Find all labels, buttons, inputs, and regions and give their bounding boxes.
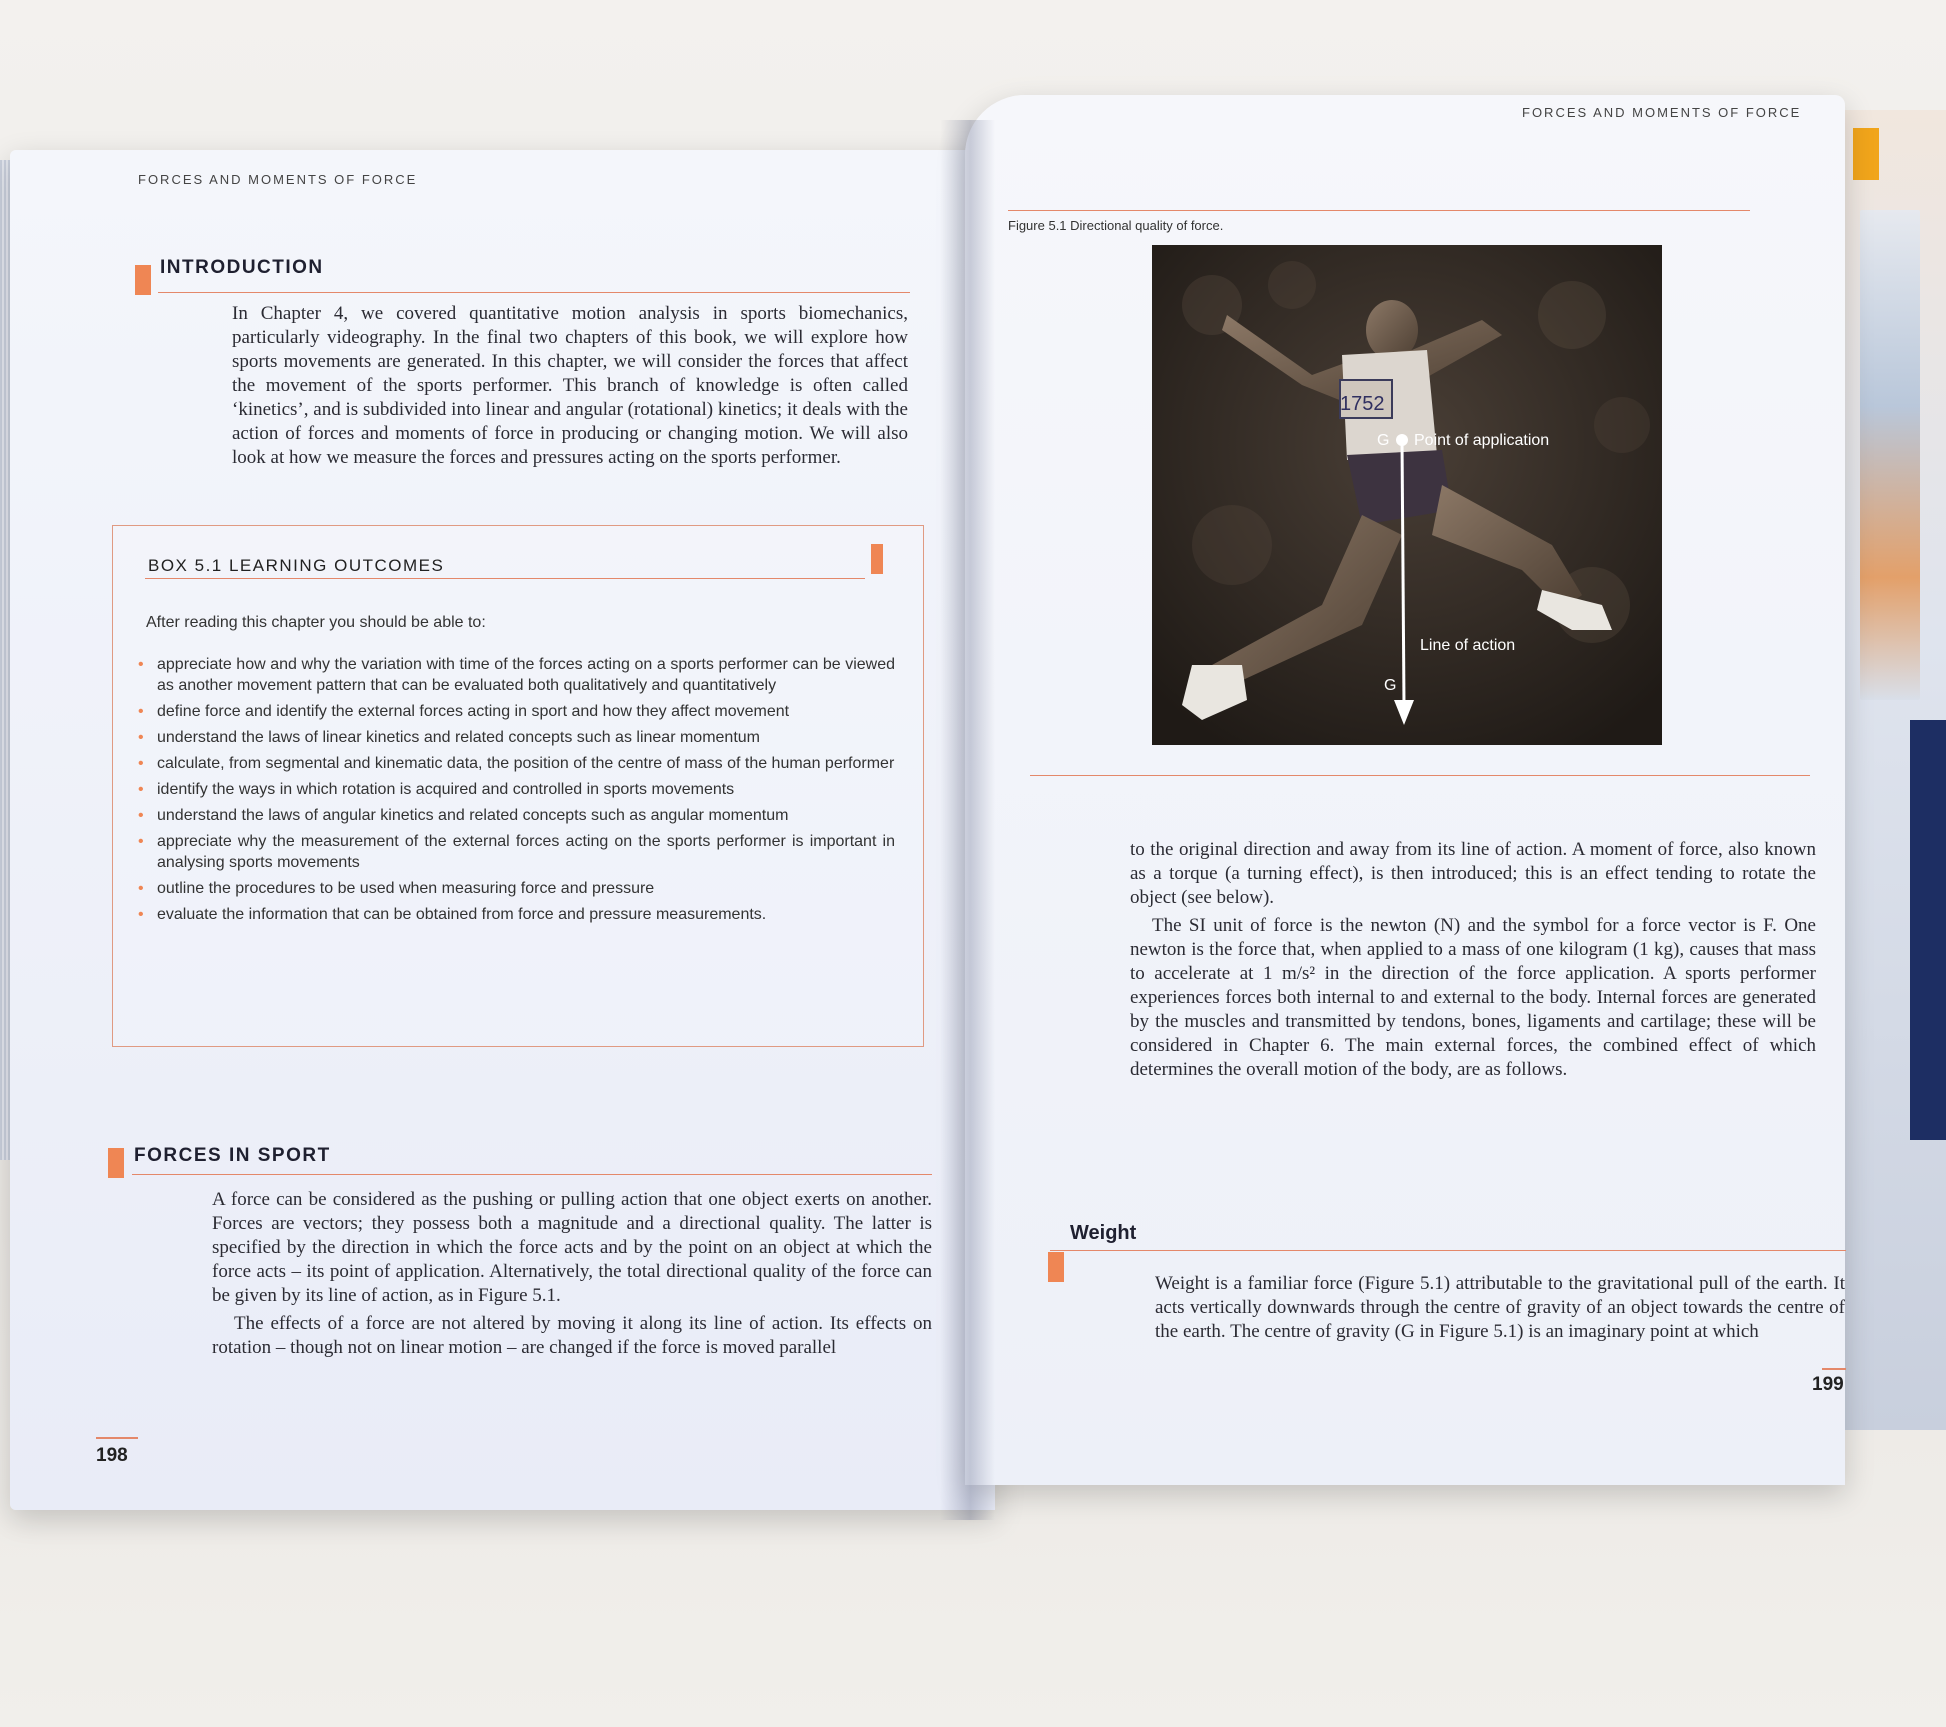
forces-in-sport-rule bbox=[132, 1174, 932, 1175]
left-running-head: FORCES AND MOMENTS OF FORCE bbox=[138, 172, 418, 187]
right-page-number-rule bbox=[1822, 1368, 1846, 1370]
box-title-rule bbox=[145, 578, 865, 579]
list-item: • outline the procedures to be used when measuring force and pressure bbox=[135, 878, 895, 899]
learning-outcomes-box bbox=[112, 525, 924, 1047]
box-title: BOX 5.1 LEARNING OUTCOMES bbox=[148, 556, 445, 575]
adjacent-book-photo bbox=[1860, 210, 1920, 700]
list-item: • understand the laws of linear kinetics and related concepts such as linear momentum bbox=[135, 727, 895, 748]
box-intro: After reading this chapter you should be able to: bbox=[146, 614, 486, 631]
forces-in-sport-heading: FORCES IN SPORT bbox=[134, 1145, 331, 1166]
list-item: • calculate, from segmental and kinematic data, the position of the centre of mass of the human performer bbox=[135, 753, 895, 774]
weight-rule bbox=[1050, 1250, 1846, 1251]
book-gutter bbox=[940, 120, 995, 1520]
left-page-number-rule bbox=[96, 1437, 138, 1439]
learning-outcomes-list bbox=[135, 654, 895, 930]
box-accent bbox=[871, 544, 883, 574]
introduction-accent bbox=[135, 265, 151, 295]
list-item: • define force and identify the external forces acting in sport and how they affect movement bbox=[135, 701, 895, 722]
introduction-rule bbox=[158, 292, 910, 293]
point-of-application-marker bbox=[1396, 434, 1408, 446]
right-page-number: 199 bbox=[1812, 1374, 1844, 1395]
label-line-of-action: Line of action bbox=[1420, 637, 1516, 654]
figure-athlete-photo bbox=[1152, 245, 1662, 745]
label-g-top: G bbox=[1377, 432, 1390, 449]
list-item: • evaluate the information that can be obtained from force and pressure measurements. bbox=[135, 904, 895, 925]
si-unit-paragraph: The SI unit of force is the newton (N) and the symbol for a force vector is F. One newton is the force that, when applied to a mass of one kilogram (1 kg), causes that mass to accelerate at 1 m/s² in the direction of the force application. A sports performer experiences forces both internal to and external to the body. Internal forces are generated by the muscles and transmitted by tendons, bones, ligaments and cartilage; these will be considered in Chapter 6. The main external forces, the combined effect of which determines the overall motion of the body, are as follows. bbox=[1130, 915, 1816, 1080]
forces-in-sport-text bbox=[212, 1188, 932, 1364]
right-running-head: FORCES AND MOMENTS OF FORCE bbox=[1522, 105, 1802, 120]
label-point-of-application: Point of application bbox=[1414, 432, 1550, 449]
right-body-text bbox=[1130, 838, 1816, 1086]
forces-paragraph-2: The effects of a force are not altered by moving it along its line of action. Its effects on rotation – though not on linear motion – are changed if the force is moved parallel bbox=[212, 1313, 932, 1358]
label-g-bottom: G bbox=[1384, 677, 1397, 694]
continued-paragraph: to the original direction and away from its line of action. A moment of force, also known as a torque (a turning effect), is then introduced; this is an effect tending to rotate the object (see below). bbox=[1130, 839, 1816, 908]
forces-in-sport-accent bbox=[108, 1148, 124, 1178]
weight-heading: Weight bbox=[1070, 1222, 1137, 1244]
introduction-heading: INTRODUCTION bbox=[160, 257, 324, 278]
introduction-paragraph: In Chapter 4, we covered quantitative motion analysis in sports biomechanics, particularly videography. In the final two chapters of this book, we will explore how sports movements are generated. In this chapter, we will consider the forces that affect the movement of the sports performer. This branch of knowledge is often called ‘kinetics’, and is subdivided into linear and angular (rotational) kinetics; it deals with the action of forces and moments of force in producing or changing motion. We will also look at how we measure the forces and pressures acting on the sports performer. bbox=[232, 303, 908, 468]
yellow-book-tab bbox=[1853, 128, 1879, 180]
list-item: • understand the laws of angular kinetics and related concepts such as angular momentum bbox=[135, 805, 895, 826]
left-page-number: 198 bbox=[96, 1445, 128, 1466]
adjacent-book-cover-strip bbox=[1910, 720, 1946, 1140]
figure-caption: Figure 5.1 Directional quality of force. bbox=[1008, 218, 1224, 233]
forces-paragraph-1: A force can be considered as the pushing or pulling action that one object exerts on another. Forces are vectors; they possess both a magnitude and a directional quality. The latter is specified by the direction in which the force acts and by the point on an object at which the force acts – its point of application. Alternatively, the total directional quality of the force can be given by its line of action, as in Figure 5.1. bbox=[212, 1189, 932, 1306]
bib-number: 1752 bbox=[1340, 393, 1385, 415]
figure-top-rule bbox=[1008, 210, 1750, 211]
weight-text bbox=[1155, 1272, 1845, 1348]
weight-paragraph: Weight is a familiar force (Figure 5.1) attributable to the gravitational pull of the earth. It acts vertically downwards through the centre of gravity of an object towards the centre of the earth. The centre of gravity (G in Figure 5.1) is an imaginary point at which bbox=[1155, 1273, 1845, 1342]
figure-bottom-rule bbox=[1030, 775, 1810, 776]
weight-accent bbox=[1048, 1252, 1064, 1282]
introduction-text bbox=[232, 302, 908, 474]
list-item: • appreciate how and why the variation with time of the forces acting on a sports performer can be viewed as another movement pattern that can be evaluated both qualitatively and quantitatively bbox=[135, 654, 895, 696]
line-of-action-arrow bbox=[1402, 440, 1404, 705]
list-item: • appreciate why the measurement of the external forces acting on the sports performer is important in analysing sports movements bbox=[135, 831, 895, 873]
list-item: • identify the ways in which rotation is acquired and controlled in sports movements bbox=[135, 779, 895, 800]
